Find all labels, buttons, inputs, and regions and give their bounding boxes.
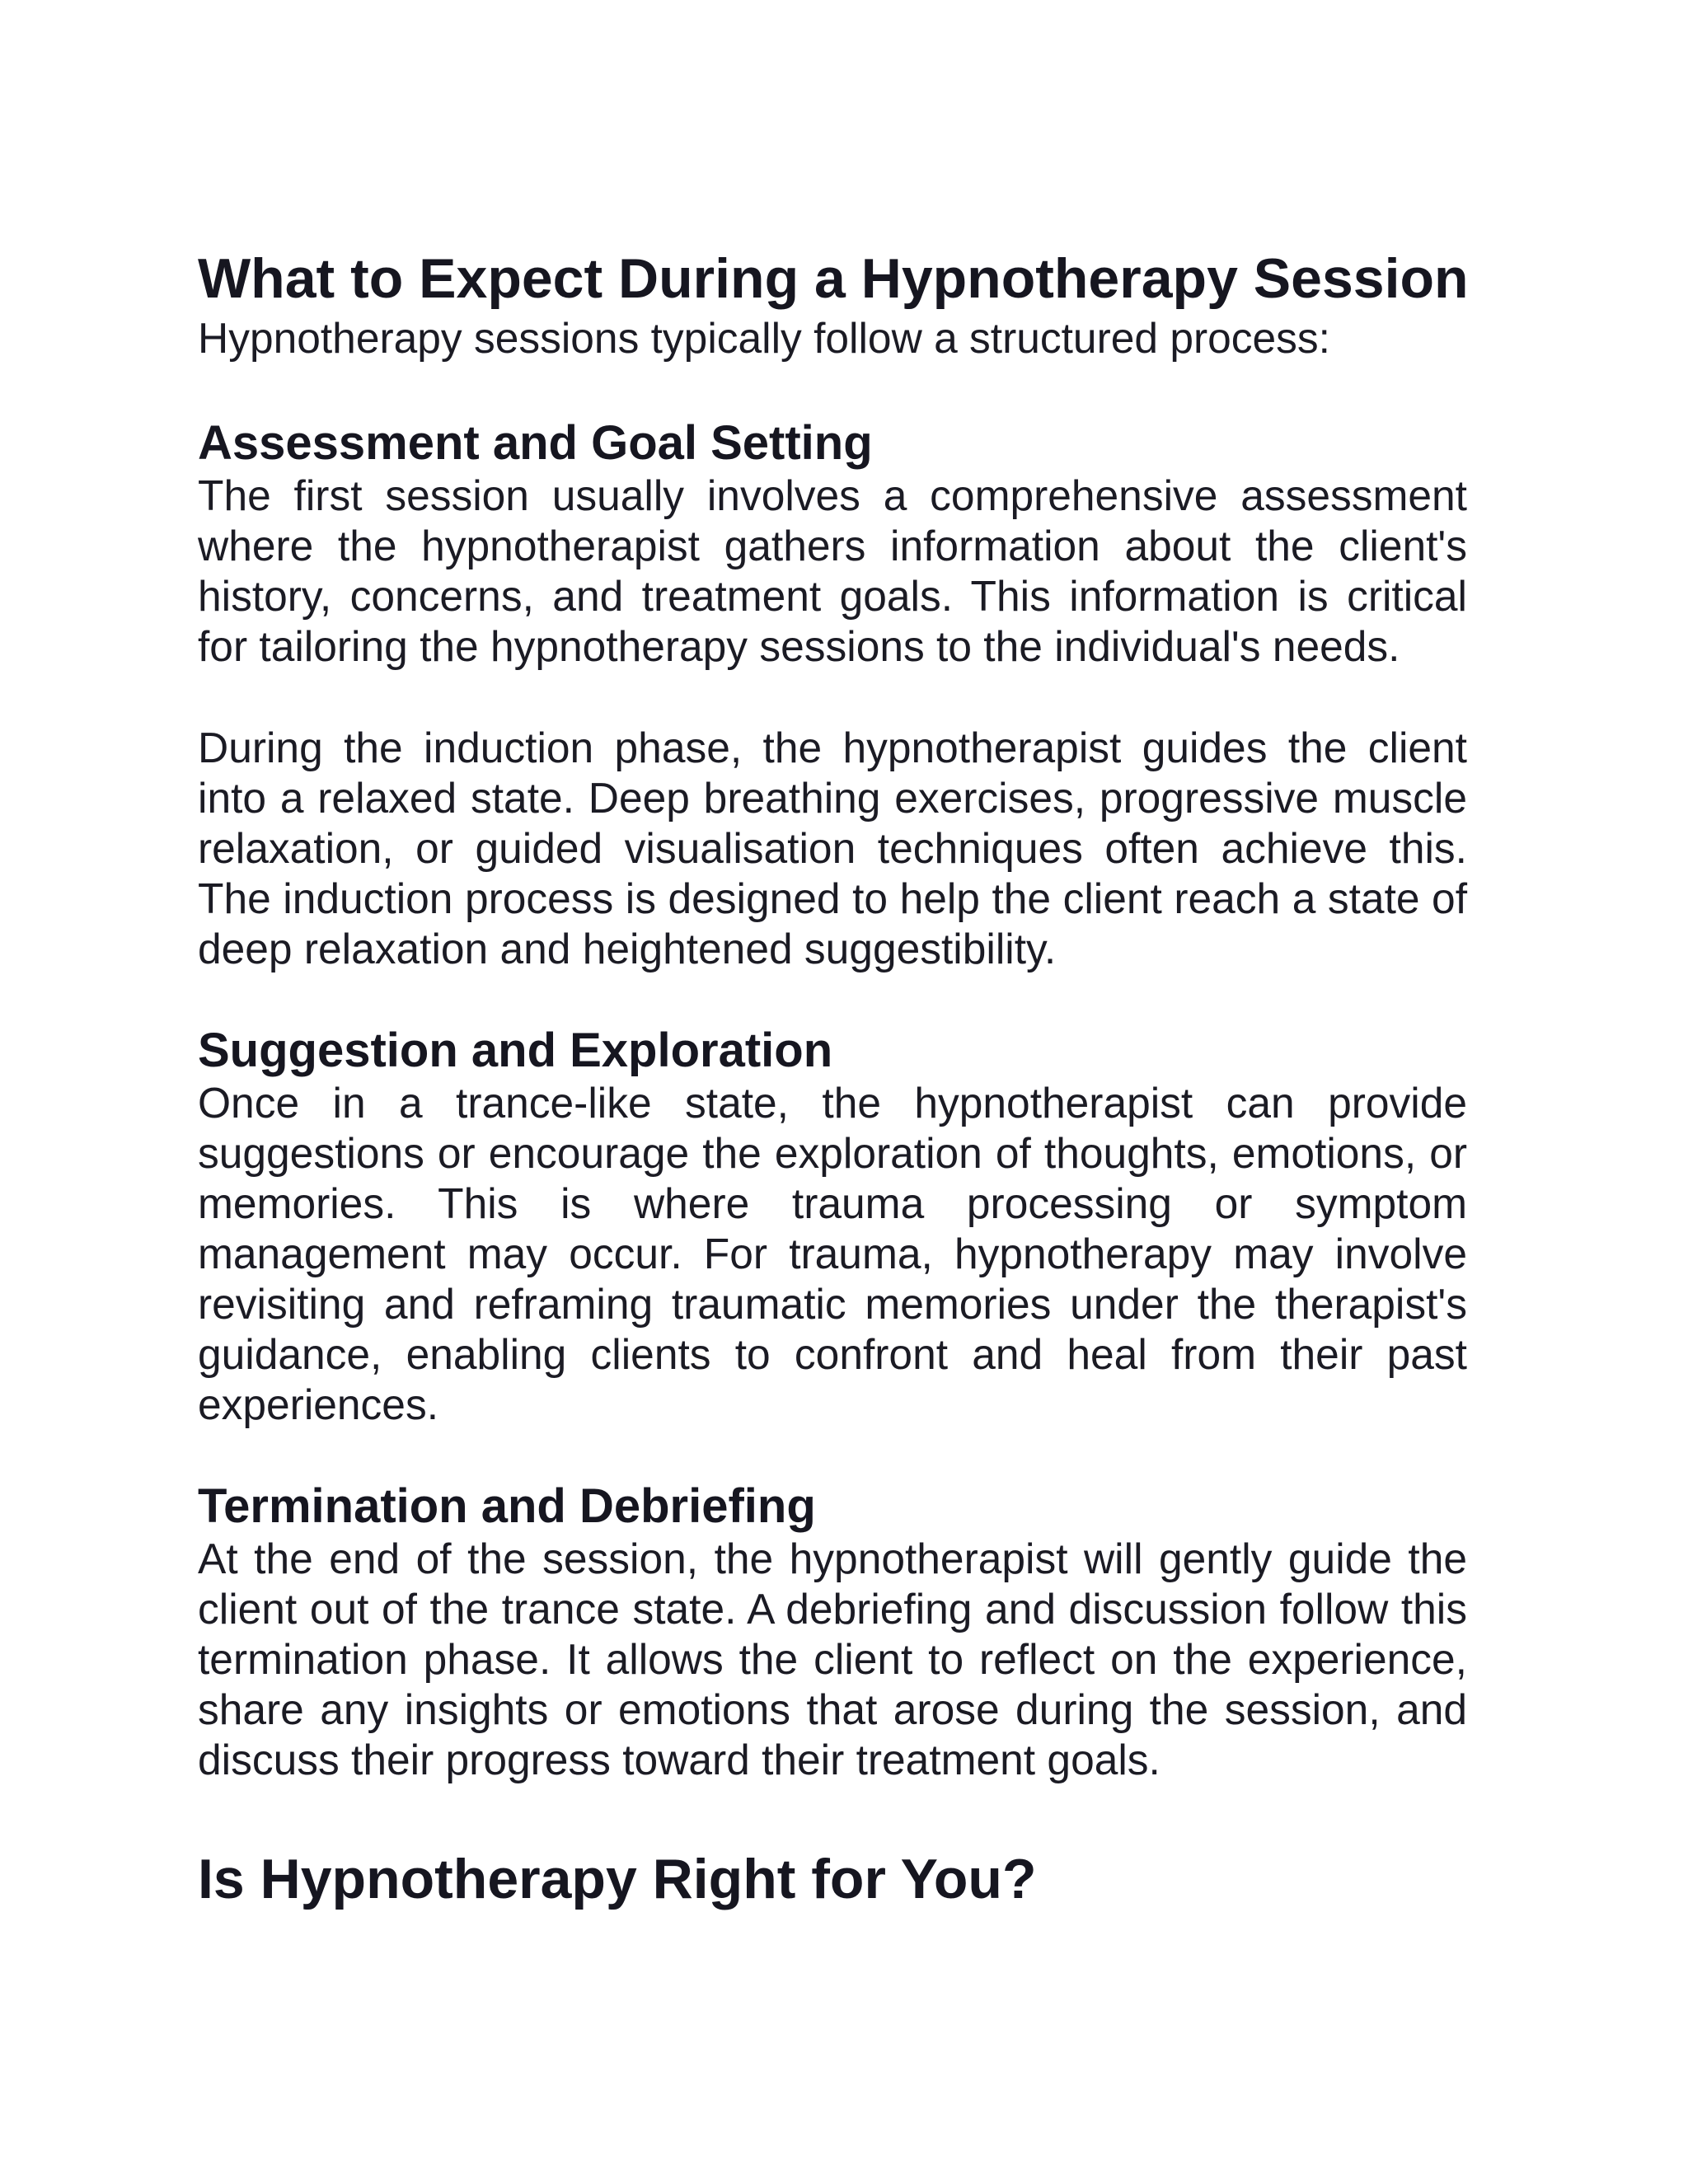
assessment-paragraph-2: During the induction phase, the hypnotherapist guides the client into a relaxed state. Deep breathing exercises, progressive muscle relaxation, or guided visualisation techniques often achieve this. The induction process is designed to help the client reach a state of deep relaxation and heightened suggestibility. [198,724,1467,972]
assessment-paragraph-1: The first session usually involves a comprehensive assessment where the hypnotherapist gathers information about the client's history, concerns, and treatment goals. This information is critical for tailoring the hypnotherapy sessions to the individual's needs. [198,471,1467,670]
termination-paragraph: At the end of the session, the hypnotherapist will gently guide the client out of the trance state. A debriefing and discussion follow this termination phase. It allows the client to reflect on the experience, share any insights or emotions that arose during the session, and discuss their progress toward their treatment goals. [198,1535,1467,1783]
section-heading-termination: Termination and Debriefing [198,1479,816,1533]
next-section-heading: Is Hypnotherapy Right for You? [198,1848,1037,1910]
document-page [198,244,1467,1914]
intro-text: Hypnotherapy sessions typically follow a structured process: [198,314,1330,362]
suggestion-paragraph: Once in a trance-like state, the hypnotherapist can provide suggestions or encourage the exploration of thoughts, emotions, or memories. This is where trauma processing or symptom management may occur. For trauma, hypnotherapy may involve revisiting and reframing traumatic memories under the therapist's guidance, enabling clients to confront and heal from their past experiences. [198,1079,1467,1428]
section-heading-suggestion: Suggestion and Exploration [198,1024,833,1077]
page-title: What to Expect During a Hypnotherapy Session [198,247,1469,310]
section-heading-assessment: Assessment and Goal Setting [198,416,873,470]
